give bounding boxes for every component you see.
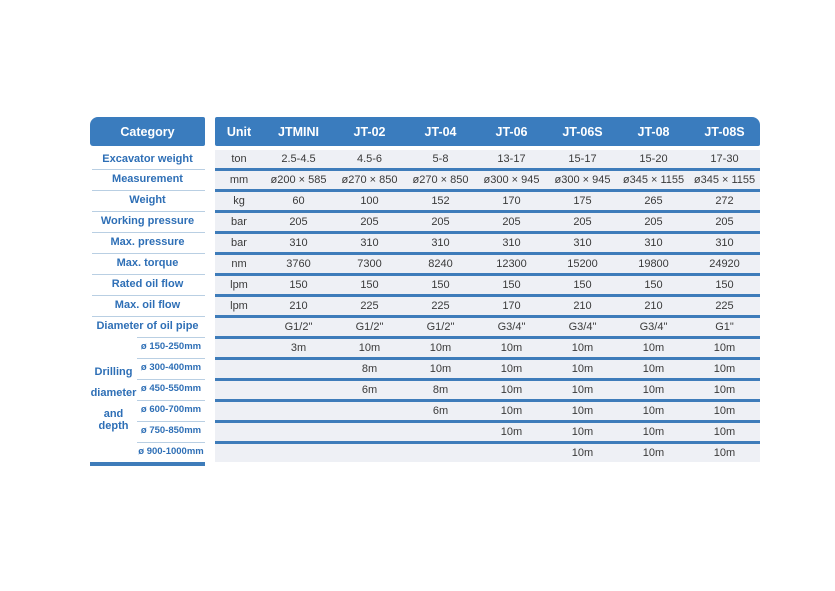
value-cell: 12300 [496, 258, 527, 270]
table-row [215, 168, 760, 189]
value-cell: 6m [361, 384, 378, 396]
category-column [90, 117, 205, 466]
unit-cell [215, 339, 263, 357]
row-label: Excavator weight [102, 153, 193, 165]
value-cell: 205 [502, 216, 521, 228]
drilling-label-line: Drilling [94, 366, 133, 378]
table-body [215, 150, 760, 462]
value-cell: 10m [500, 384, 523, 396]
unit-cell [215, 423, 263, 441]
value-cell: 310 [715, 237, 734, 249]
value-cell: ø270 × 850 [341, 174, 398, 186]
row-label: Diameter of oil pipe [90, 315, 205, 336]
value-cell: 272 [715, 195, 734, 207]
value-cell: 205 [431, 216, 450, 228]
value-cell [334, 444, 405, 462]
value-cell: 8m [361, 363, 378, 375]
value-cell: ø270 × 850 [412, 174, 469, 186]
drill-sublabel: ø 600-700mm [137, 399, 205, 420]
value-cell: 10m [713, 342, 736, 354]
value-cell [334, 402, 405, 420]
unit-cell [215, 444, 263, 462]
value-cell: 10m [571, 363, 594, 375]
value-cell: G1" [715, 321, 734, 333]
value-cell: 265 [644, 195, 663, 207]
value-cell: G1/2" [355, 321, 384, 333]
value-cell: 4.5-6 [356, 153, 383, 165]
value-cell: 205 [360, 216, 379, 228]
value-cell: 8240 [428, 258, 453, 270]
table-row [215, 399, 760, 420]
table-row [215, 294, 760, 315]
value-cell: 310 [431, 237, 450, 249]
drill-sublabel: ø 150-250mm [137, 336, 205, 357]
unit-cell: lpm [230, 300, 248, 312]
value-cell [263, 423, 334, 441]
table-row [215, 378, 760, 399]
value-cell: 175 [573, 195, 592, 207]
drill-sublabel: ø 900-1000mm [137, 441, 205, 462]
value-cell: 100 [360, 195, 379, 207]
unit-cell [215, 402, 263, 420]
value-cell: 310 [289, 237, 308, 249]
unit-cell: kg [233, 195, 245, 207]
table-row [215, 420, 760, 441]
value-cell: 150 [431, 279, 450, 291]
spec-table [90, 117, 760, 466]
value-cell [334, 423, 405, 441]
value-cell: 10m [713, 405, 736, 417]
value-cell: 10m [713, 426, 736, 438]
row-label: Working pressure [90, 210, 205, 231]
value-cell: 15200 [567, 258, 598, 270]
value-cell: 225 [715, 300, 734, 312]
value-cell [405, 423, 476, 441]
value-cell: 225 [360, 300, 379, 312]
value-cell: 310 [573, 237, 592, 249]
value-cell: 3760 [286, 258, 311, 270]
value-cell: G3/4" [497, 321, 526, 333]
value-cell: 10m [500, 342, 523, 354]
table-row [215, 357, 760, 378]
unit-cell [215, 318, 263, 336]
unit-cell: bar [231, 216, 247, 228]
unit-cell: lpm [230, 279, 248, 291]
value-cell: 210 [573, 300, 592, 312]
row-label: Weight [90, 189, 205, 210]
column-header-jt-08: JT-08 [637, 124, 670, 139]
drilling-label-line: diameter [90, 387, 137, 399]
value-cell: 10m [571, 405, 594, 417]
value-cell: 210 [289, 300, 308, 312]
value-cell: 10m [642, 384, 665, 396]
column-header-jtmini: JTMINI [278, 124, 319, 139]
table-row [215, 252, 760, 273]
column-header-jt-02: JT-02 [353, 124, 386, 139]
value-cell: ø345 × 1155 [622, 174, 685, 186]
unit-cell [215, 360, 263, 378]
value-cell: 10m [500, 426, 523, 438]
column-header-jt-08s: JT-08S [704, 124, 745, 139]
unit-cell: nm [231, 258, 247, 270]
value-cell: 210 [644, 300, 663, 312]
value-cell: 150 [715, 279, 734, 291]
value-cell: 10m [642, 426, 665, 438]
drilling-label-line: and depth [98, 408, 129, 432]
value-cell: 10m [713, 363, 736, 375]
value-cell: 15-17 [568, 153, 597, 165]
table-row [215, 315, 760, 336]
value-cell: 150 [289, 279, 308, 291]
category-rows [90, 150, 205, 336]
value-cell: 170 [502, 300, 521, 312]
table-row [215, 273, 760, 294]
value-cell: 10m [642, 447, 665, 459]
row-label: Max. pressure [90, 231, 205, 252]
value-cell: 10m [358, 342, 381, 354]
value-cell: 3m [290, 342, 307, 354]
drill-sublabel: ø 750-850mm [137, 420, 205, 441]
value-cell: G1/2" [284, 321, 313, 333]
value-cell: 310 [360, 237, 379, 249]
value-cell [476, 444, 547, 462]
column-header-jt-04: JT-04 [424, 124, 457, 139]
value-cell: 15-20 [639, 153, 668, 165]
value-cell: 10m [429, 342, 452, 354]
drilling-sublabels [137, 336, 205, 462]
table-header-row [215, 117, 760, 146]
value-cell: 310 [644, 237, 663, 249]
value-cell: 17-30 [710, 153, 739, 165]
value-cell: 10m [642, 342, 665, 354]
drill-sublabel: ø 450-550mm [137, 378, 205, 399]
drill-sublabel: ø 300-400mm [137, 357, 205, 378]
value-cell: 150 [502, 279, 521, 291]
unit-column-header: Unit [226, 124, 252, 139]
value-cell: 10m [713, 384, 736, 396]
value-cell: 10m [571, 384, 594, 396]
unit-cell: ton [231, 153, 247, 165]
drilling-section-label [90, 336, 137, 462]
value-cell: 10m [713, 447, 736, 459]
value-cell: 205 [573, 216, 592, 228]
value-cell: 10m [571, 342, 594, 354]
unit-cell [215, 381, 263, 399]
value-cell: G1/2" [426, 321, 455, 333]
value-cell: 10m [571, 426, 594, 438]
value-cell: G3/4" [639, 321, 668, 333]
value-cell: ø345 × 1155 [693, 174, 756, 186]
value-cell: 225 [431, 300, 450, 312]
value-cell: 150 [360, 279, 379, 291]
table-row [215, 231, 760, 252]
table-row [215, 441, 760, 462]
value-cell: 19800 [638, 258, 669, 270]
row-label: Rated oil flow [90, 273, 205, 294]
value-cell: 6m [432, 405, 449, 417]
value-cell: 5-8 [432, 153, 449, 165]
value-cell [263, 360, 334, 378]
category-header: Category [90, 117, 205, 146]
value-cell: 150 [644, 279, 663, 291]
value-cell [405, 444, 476, 462]
value-cell: 8m [432, 384, 449, 396]
value-cell: 170 [502, 195, 521, 207]
value-cell: 10m [500, 405, 523, 417]
column-header-jt-06s: JT-06S [562, 124, 603, 139]
drilling-category-section [90, 336, 205, 462]
unit-cell: bar [231, 237, 247, 249]
value-cell: 24920 [709, 258, 740, 270]
value-cell: ø300 × 945 [483, 174, 540, 186]
row-label: Max. torque [90, 252, 205, 273]
value-cell [263, 444, 334, 462]
row-label: Measurement [90, 168, 205, 189]
value-cell: 205 [644, 216, 663, 228]
value-cell: 7300 [357, 258, 382, 270]
value-cell: ø300 × 945 [554, 174, 611, 186]
value-cell: 205 [289, 216, 308, 228]
value-cell: 60 [292, 195, 305, 207]
value-cell: 152 [431, 195, 450, 207]
value-cell: 10m [500, 363, 523, 375]
value-cell: 205 [715, 216, 734, 228]
value-cell: ø200 × 585 [270, 174, 327, 186]
value-cell [263, 381, 334, 399]
value-cell: 10m [642, 405, 665, 417]
value-cell: 310 [502, 237, 521, 249]
unit-cell: mm [229, 174, 249, 186]
value-cell: G3/4" [568, 321, 597, 333]
value-cell: 10m [571, 447, 594, 459]
table-row [215, 210, 760, 231]
table-row [215, 189, 760, 210]
table-row [215, 150, 760, 168]
table-row [215, 336, 760, 357]
value-cell: 2.5-4.5 [281, 153, 316, 165]
value-cell: 13-17 [497, 153, 526, 165]
row-label: Max. oil flow [90, 294, 205, 315]
data-column [215, 117, 760, 466]
value-cell: 10m [642, 363, 665, 375]
value-cell: 150 [573, 279, 592, 291]
column-header-jt-06: JT-06 [495, 124, 528, 139]
value-cell: 10m [429, 363, 452, 375]
value-cell [263, 402, 334, 420]
